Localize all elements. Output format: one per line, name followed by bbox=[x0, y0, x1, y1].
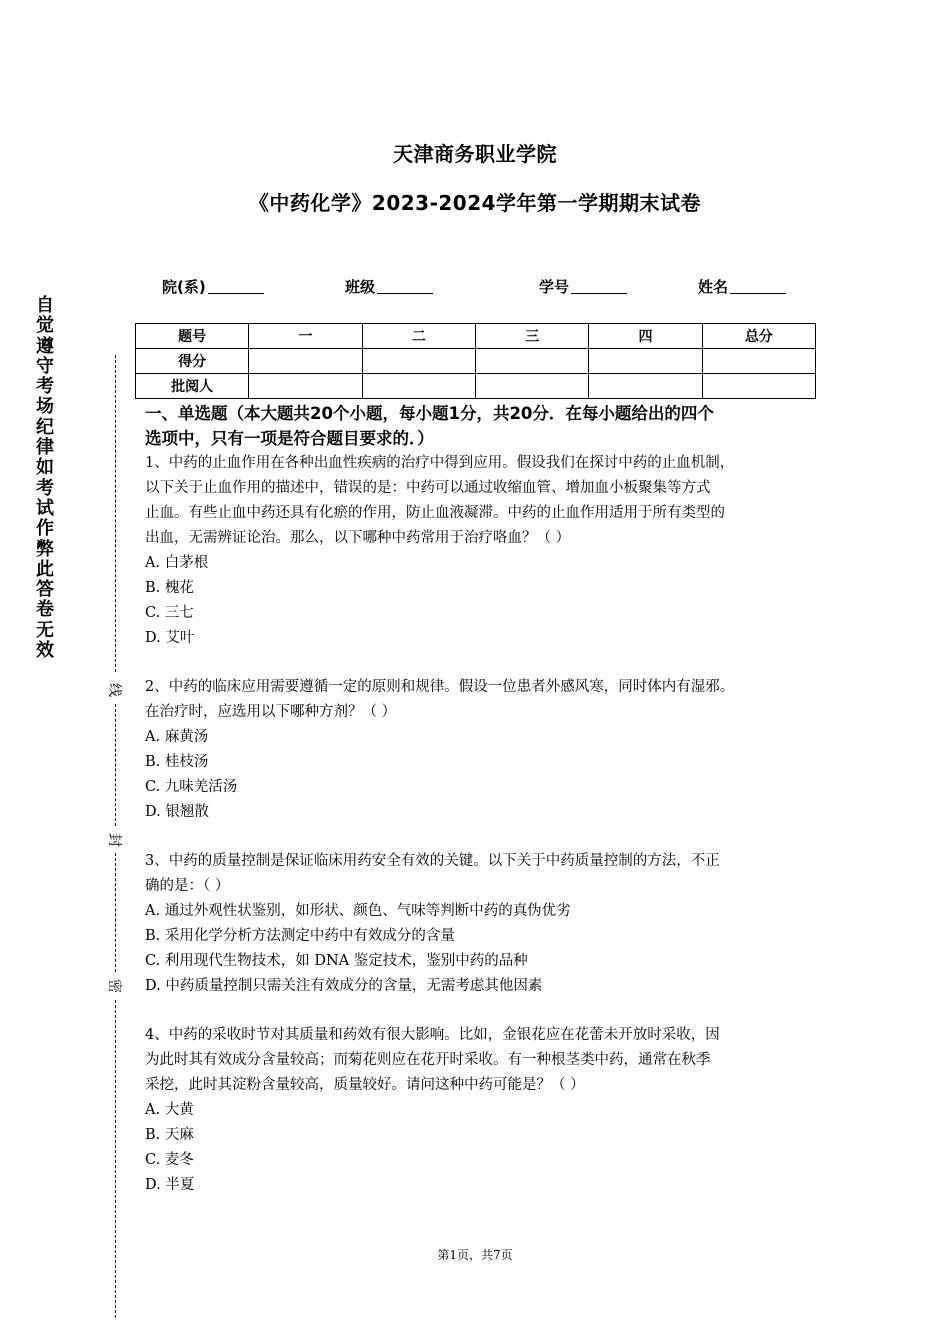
binding-mark-seal: 封 bbox=[106, 833, 122, 847]
section-heading-line: 一、单选题（本大题共20个小题，每小题1分，共20分．在每小题给出的四个 bbox=[145, 404, 714, 423]
student-id-field bbox=[539, 276, 627, 297]
student-id-label: 学号 bbox=[539, 278, 570, 296]
binding-mark-line: 线 bbox=[106, 683, 122, 697]
question-1 bbox=[145, 451, 820, 651]
option-c[interactable]: C. 九味羌活汤 bbox=[145, 779, 238, 795]
header-cell: 三 bbox=[475, 324, 588, 349]
binding-mark-secret: 密 bbox=[106, 979, 122, 993]
header-cell: 总分 bbox=[702, 324, 815, 349]
page-number: 第1页，共7页 bbox=[437, 1248, 513, 1262]
question-text-line: 止血。有些止血中药还具有化瘀的作用，防止血液凝滞。中药的止血作用适用于所有类型的 bbox=[145, 505, 725, 521]
binding-line-segment bbox=[115, 853, 116, 972]
question-text-line: 3、中药的质量控制是保证临床用药安全有效的关键。以下关于中药质量控制的方法，不正 bbox=[145, 853, 720, 869]
option-c[interactable]: C. 麦冬 bbox=[145, 1152, 194, 1168]
grader-cell[interactable] bbox=[362, 374, 475, 399]
department-label: 院(系) bbox=[162, 278, 206, 296]
option-a[interactable]: A. 通过外观性状鉴别，如形状、颜色、气味等判断中药的真伪优劣 bbox=[145, 903, 571, 919]
question-text-line: 在治疗时，应选用以下哪种方剂？（ ） bbox=[145, 704, 397, 720]
option-c[interactable]: C. 利用现代生物技术，如 DNA 鉴定技术，鉴别中药的品种 bbox=[145, 953, 528, 969]
option-b[interactable]: B. 采用化学分析方法测定中药中有效成分的含量 bbox=[145, 928, 455, 944]
department-blank[interactable] bbox=[208, 278, 264, 294]
question-2 bbox=[145, 675, 820, 825]
option-b[interactable]: B. 桂枝汤 bbox=[145, 754, 209, 770]
grader-cell[interactable] bbox=[249, 374, 362, 399]
header-cell: 二 bbox=[362, 324, 475, 349]
department-field bbox=[162, 276, 264, 297]
option-a[interactable]: A. 麻黄汤 bbox=[145, 729, 209, 745]
score-cell[interactable] bbox=[362, 349, 475, 374]
score-cell[interactable] bbox=[589, 349, 702, 374]
school-name: 天津商务职业学院 bbox=[393, 142, 557, 166]
score-cell[interactable] bbox=[475, 349, 588, 374]
row-label: 批阅人 bbox=[136, 374, 249, 399]
grader-cell[interactable] bbox=[475, 374, 588, 399]
score-table bbox=[135, 323, 816, 399]
grader-cell[interactable] bbox=[589, 374, 702, 399]
question-text-line: 4、中药的采收时节对其质量和药效有很大影响。比如，金银花应在花蕾未开放时采收，因 bbox=[145, 1027, 720, 1043]
grader-cell[interactable] bbox=[702, 374, 815, 399]
score-table-header bbox=[136, 324, 816, 349]
header-cell: 题号 bbox=[136, 324, 249, 349]
question-3 bbox=[145, 849, 820, 999]
option-b[interactable]: B. 槐花 bbox=[145, 580, 194, 596]
question-4 bbox=[145, 1023, 820, 1198]
header-cell: 一 bbox=[249, 324, 362, 349]
question-text-line: 以下关于止血作用的描述中，错误的是：中药可以通过收缩血管、增加血小板聚集等方式 bbox=[145, 480, 711, 496]
section-heading bbox=[145, 401, 825, 451]
header-cell: 四 bbox=[589, 324, 702, 349]
option-d[interactable]: D. 中药质量控制只需关注有效成分的含量，无需考虑其他因素 bbox=[145, 978, 543, 994]
section-heading-line: 选项中，只有一项是符合题目要求的．） bbox=[145, 429, 434, 448]
exam-discipline-notice: 自觉遵守考场纪律如考试作弊此答卷无效 bbox=[36, 295, 54, 662]
question-text-line: 1、中药的止血作用在各种出血性疾病的治疗中得到应用。假设我们在探讨中药的止血机制， bbox=[145, 455, 735, 471]
score-row bbox=[136, 349, 816, 374]
binding-line-segment bbox=[115, 1000, 116, 1318]
class-field bbox=[345, 276, 433, 297]
option-d[interactable]: D. 银翘散 bbox=[145, 804, 209, 820]
binding-line-segment bbox=[115, 704, 116, 826]
name-field bbox=[698, 276, 786, 297]
score-cell[interactable] bbox=[702, 349, 815, 374]
question-text-line: 出血，无需辨证论治。那么，以下哪种中药常用于治疗咯血？（ ） bbox=[145, 530, 571, 546]
option-c[interactable]: C. 三七 bbox=[145, 605, 194, 621]
question-text-line: 为此时其有效成分含量较高；而菊花则应在花开时采收。有一种根茎类中药，通常在秋季 bbox=[145, 1052, 711, 1068]
class-label: 班级 bbox=[345, 278, 376, 296]
student-id-blank[interactable] bbox=[571, 278, 627, 294]
score-cell[interactable] bbox=[249, 349, 362, 374]
binding-line-segment bbox=[115, 355, 116, 672]
option-d[interactable]: D. 半夏 bbox=[145, 1177, 195, 1193]
exam-title: 《中药化学》2023-2024学年第一学期期末试卷 bbox=[248, 191, 702, 215]
question-text-line: 2、中药的临床应用需要遵循一定的原则和规律。假设一位患者外感风寒，同时体内有湿邪。 bbox=[145, 679, 735, 695]
question-text-line: 采挖，此时其淀粉含量较高，质量较好。请问这种中药可能是？（ ） bbox=[145, 1077, 585, 1093]
name-label: 姓名 bbox=[698, 278, 729, 296]
option-b[interactable]: B. 天麻 bbox=[145, 1127, 194, 1143]
option-a[interactable]: A. 大黄 bbox=[145, 1102, 194, 1118]
option-d[interactable]: D. 艾叶 bbox=[145, 630, 195, 646]
class-blank[interactable] bbox=[377, 278, 433, 294]
grader-row bbox=[136, 374, 816, 399]
question-text-line: 确的是：（ ） bbox=[145, 878, 230, 894]
option-a[interactable]: A. 白茅根 bbox=[145, 555, 209, 571]
row-label: 得分 bbox=[136, 349, 249, 374]
name-blank[interactable] bbox=[730, 278, 786, 294]
